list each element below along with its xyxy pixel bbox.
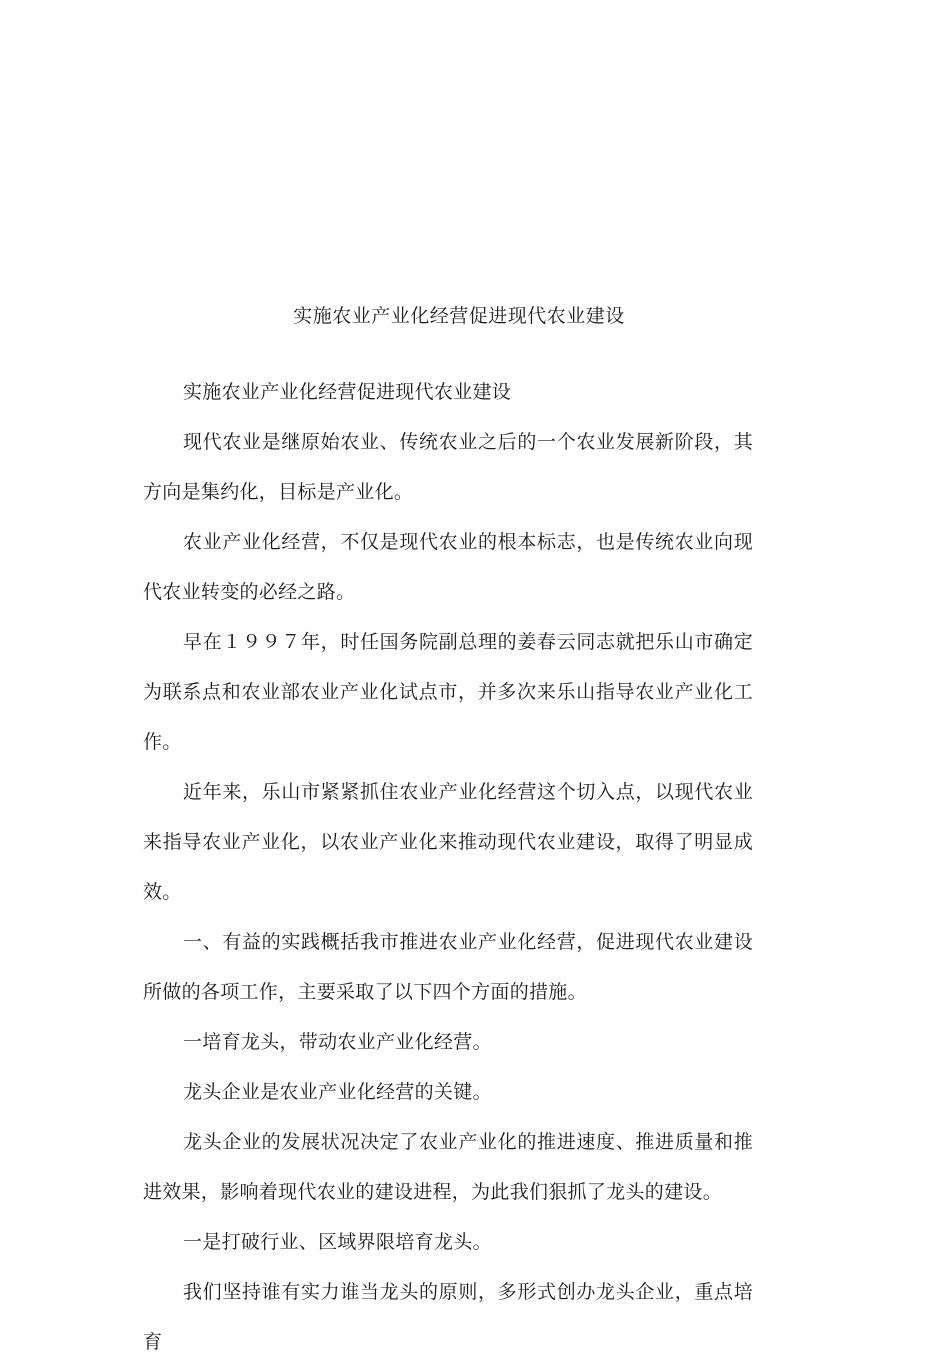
paragraph: 一培育龙头，带动农业产业化经营。 [183, 1031, 492, 1053]
paragraph: 龙头企业是农业产业化经营的关键。 [183, 1081, 492, 1103]
paragraph: 一是打破行业、区域界限培育龙头。 [183, 1231, 492, 1253]
document-title: 实施农业产业化经营促进现代农业建设 [293, 305, 625, 327]
paragraph: 早在１９９７年，时任国务院副总理的姜春云同志就把乐山市确定为联系点和农业部农业产业化试点市，并多次来乐山指导农业产业化工作。 [143, 631, 753, 753]
paragraph: 实施农业产业化经营促进现代农业建设 [183, 381, 512, 403]
paragraph: 一、有益的实践概括我市推进农业产业化经营，促进现代农业建设所做的各项工作，主要采取了以下四个方面的措施。 [143, 931, 753, 1003]
paragraph: 龙头企业的发展状况决定了农业产业化的推进速度、推进质量和推进效果，影响着现代农业的建设进程，为此我们狠抓了龙头的建设。 [143, 1131, 753, 1203]
paragraph: 我们坚持谁有实力谁当龙头的原则，多形式创办龙头企业，重点培育 [143, 1281, 753, 1353]
paragraph: 现代农业是继原始农业、传统农业之后的一个农业发展新阶段，其方向是集约化，目标是产业化。 [143, 431, 753, 503]
paragraph: 近年来，乐山市紧紧抓住农业产业化经营这个切入点，以现代农业来指导农业产业化，以农业产业化来推动现代农业建设，取得了明显成效。 [143, 781, 753, 903]
paragraph: 农业产业化经营，不仅是现代农业的根本标志，也是传统农业向现代农业转变的必经之路。 [143, 531, 753, 603]
document-body [143, 367, 753, 1367]
